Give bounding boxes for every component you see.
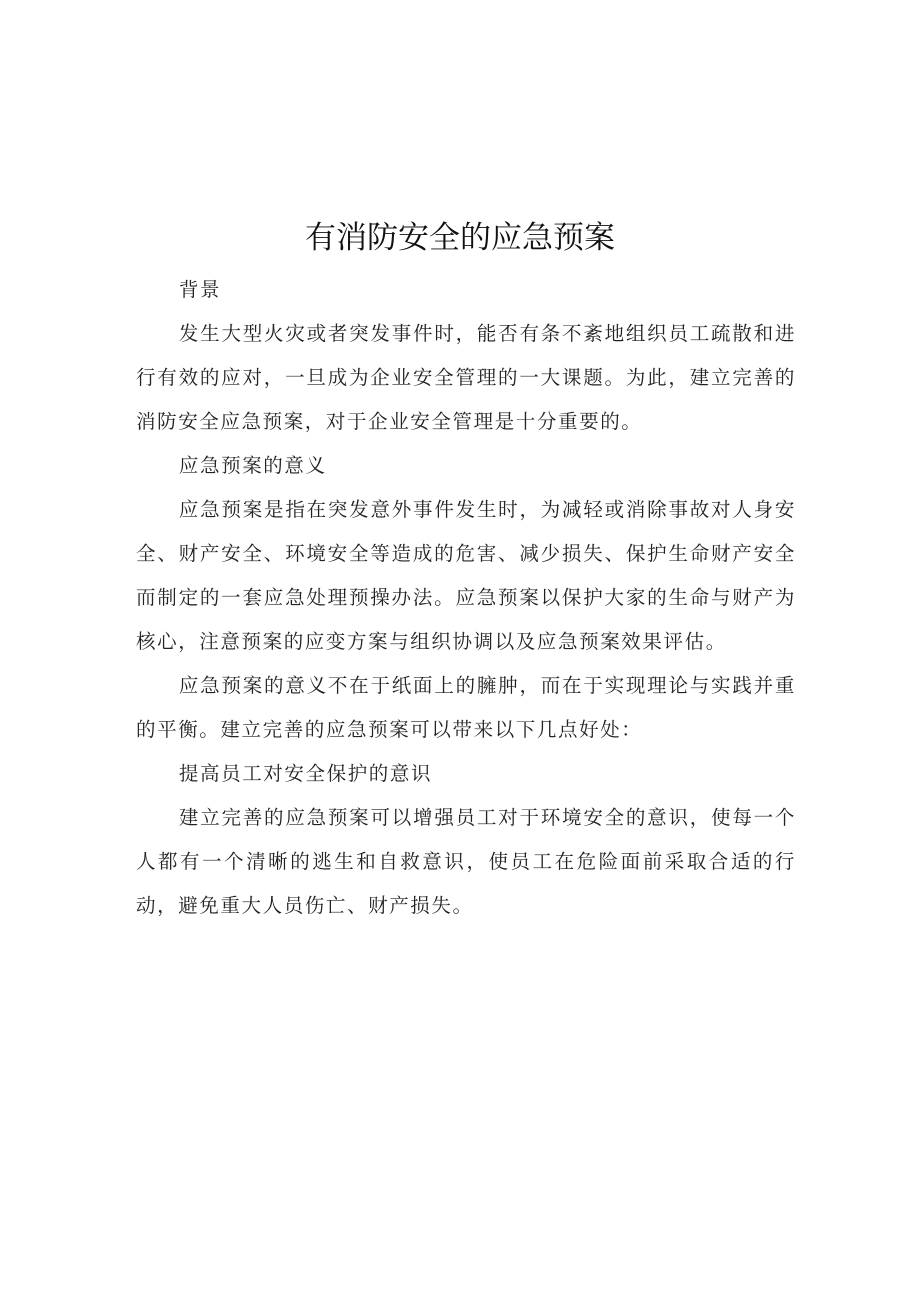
section-heading-awareness: 提高员工对安全保护的意识 (178, 762, 433, 785)
document-title: 有消防安全的应急预案 (305, 220, 615, 256)
document-body (136, 268, 796, 928)
paragraph-background: 发生大型火灾或者突发事件时，能否有条不紊地组织员工疏散和进行有效的应对，一旦成为企业安全管理的一大课题。为此，建立完善的消防安全应急预案，对于企业安全管理是十分重要的。 (136, 322, 796, 433)
section-heading-background: 背景 (178, 278, 222, 301)
paragraph-significance-benefits: 应急预案的意义不在于纸面上的臃肿，而在于实现理论与实践并重的平衡。建立完善的应急预案可以带来以下几点好处： (136, 674, 796, 741)
paragraph-significance-definition: 应急预案是指在突发意外事件发生时，为减轻或消除事故对人身安全、财产安全、环境安全等造成的危害、减少损失、保护生命财产安全而制定的一套应急处理预操办法。应急预案以保护大家的生命与财产为核心，注意预案的应变方案与组织协调以及应急预案效果评估。 (136, 498, 796, 653)
paragraph-awareness: 建立完善的应急预案可以增强员工对于环境安全的意识，使每一个人都有一个清晰的逃生和自救意识，使员工在危险面前采取合适的行动，避免重大人员伤亡、财产损失。 (136, 806, 796, 917)
section-heading-significance: 应急预案的意义 (178, 454, 327, 477)
